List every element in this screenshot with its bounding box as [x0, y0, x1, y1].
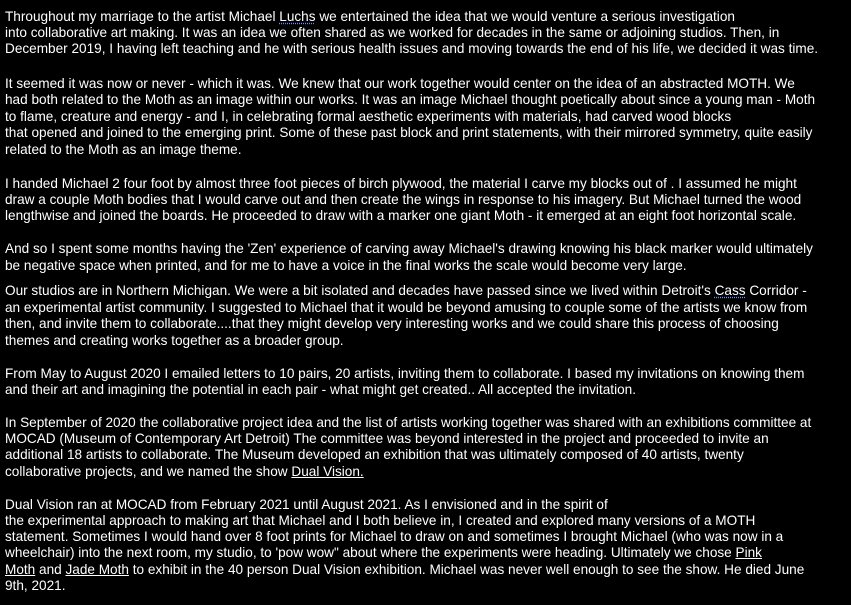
spellcheck-word-cass[interactable]: Cass [714, 283, 746, 298]
p5-line-2: an experimental artist community. I suggested to Michael that it would be beyond amusing to couple some of the artists we know from [5, 300, 808, 315]
p5-line-3: then, and invite them to collaborate....that they might develop very interesting works and we could share this process of choosing [5, 316, 779, 331]
p3-line-1: I handed Michael 2 four foot by almost three foot pieces of birch plywood, the material I carve my blocks out of . I assumed he might [5, 176, 797, 191]
p3-line-2: draw a couple Moth bodies that I would carve out and then create the wings in response to his imagery. But Michael turned the wood [5, 192, 802, 207]
p7-line-2: MOCAD (Museum of Contemporary Art Detroit) The committee was beyond interested in the project and proceeded to invite an [5, 431, 769, 446]
p5-line-4: themes and creating works together as a broader group. [5, 333, 344, 348]
p8-line-5: Moth and Jade Moth to exhibit in the 40 person Dual Vision exhibition. Michael was never well enough to see the show. He died June [5, 562, 805, 577]
p4-line-2: be negative space when printed, and for me to have a voice in the final works the scale would become very large. [5, 258, 687, 273]
dual-vision-link[interactable]: Dual Vision. [291, 464, 364, 479]
p6-line-1: From May to August 2020 I emailed letters to 10 pairs, 20 artists, inviting them to collaborate. I based my invitations on knowing them [5, 366, 805, 381]
p2-line-3: to flame, creature and energy - and I, in celebrating formal aesthetic experiments with materials, had carved wood blocks [5, 109, 732, 124]
p8-line-1: Dual Vision ran at MOCAD from February 2021 until August 2021. As I envisioned and in the spirit of [5, 497, 608, 512]
p7-line-4: collaborative projects, and we named the show Dual Vision. [5, 464, 364, 479]
p5-line-1: Our studios are in Northern Michigan. We were a bit isolated and decades have passed since we lived within Detroit's Cass Corridor - [5, 283, 807, 298]
pink-moth-link[interactable]: Pink [735, 545, 762, 560]
p1-line-3: December 2019, I having left teaching and he with serious health issues and moving towards the end of his life, we decided it was time. [5, 41, 819, 56]
p8-line-3: statement. Sometimes I would hand over 8 foot prints for Michael to draw on and sometimes I brought Michael (who was now in a [5, 529, 784, 544]
spellcheck-word-luchs[interactable]: Luchs [279, 9, 316, 24]
p8-line-4: wheelchair) into the next room, my studio, to 'pow wow" about where the experiments were heading. Ultimately we chose Pink [5, 545, 762, 560]
p2-line-5: related to the Moth as an image theme. [5, 142, 242, 157]
p8-line-2: the experimental approach to making art that Michael and I both believe in, I created and explored many versions of a MOTH [5, 513, 756, 528]
p7-line-3: additional 18 artists to collaborate. The Museum developed an exhibition that was ultimately composed of 40 artists, twenty [5, 447, 744, 462]
jade-moth-link[interactable]: Jade Moth [65, 562, 129, 577]
pink-moth-link-continued[interactable]: Moth [5, 562, 36, 577]
p2-line-1: It seemed it was now or never - which it was. We knew that our work together would center on the idea of an abstracted MOTH. We [5, 76, 795, 91]
p2-line-2: had both related to the Moth as an image within our works. It was an image Michael thought poetically about since a young man - Moth [5, 92, 816, 107]
p6-line-2: and their art and imagining the potential in each pair - what might get created.. All accepted the invitation. [5, 382, 636, 397]
p8-line-6: 9th, 2021. [5, 578, 66, 593]
p7-line-1: In September of 2020 the collaborative project idea and the list of artists working together was shared with an exhibitions committee at [5, 415, 812, 430]
p1-line-2: into collaborative art making. It was an idea we often shared as we worked for decades in the same or adjoining studios. Then, in [5, 25, 780, 40]
p2-line-4: that opened and joined to the emerging print. Some of these past block and print statements, with their mirrored symmetry, quite easily [5, 125, 813, 140]
p4-line-1: And so I spent some months having the 'Zen' experience of carving away Michael's drawing knowing his black marker would ultimately [5, 241, 813, 256]
p3-line-3: lengthwise and joined the boards. He proceeded to draw with a marker one giant Moth - it emerged at an eight foot horizontal scale. [5, 208, 797, 223]
p1-line-1: Throughout my marriage to the artist Michael Luchs we entertained the idea that we would venture a serious investigation [5, 9, 735, 24]
